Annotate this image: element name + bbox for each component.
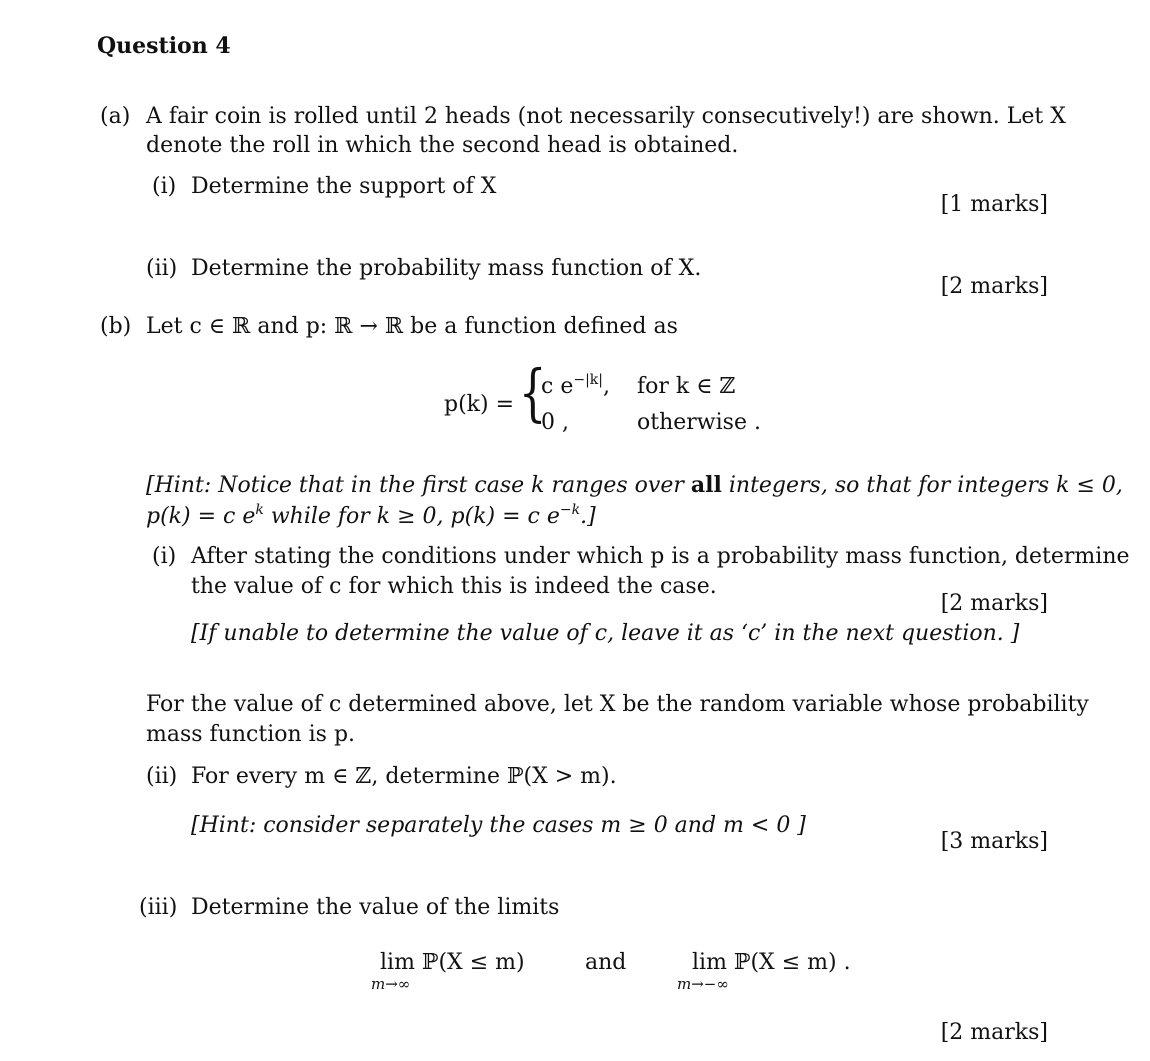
part-b-ii-marks: [3 marks]	[940, 829, 1048, 854]
part-b-i-label: (i)	[152, 544, 177, 569]
part-b-i-marks: [2 marks]	[940, 591, 1048, 616]
limits-and: and	[585, 950, 627, 975]
limit-plus-subscript: m→∞	[371, 975, 411, 993]
part-b-i-line1: After stating the conditions under which p is a probability mass function, determine	[191, 544, 1130, 569]
equation-lhs: p(k) =	[444, 392, 515, 417]
paragraph-line1: For the value of c determined above, let X be the random variable whose probability	[146, 692, 1089, 717]
limit-plus-infinity: lim ℙ(X ≤ m)	[380, 950, 525, 975]
case2-value: 0 ,	[541, 410, 569, 435]
case1-value: c $e^{-|k|}$,	[541, 372, 610, 399]
left-brace: {	[518, 356, 547, 429]
part-b-i-line2: the value of c for which this is indeed the case.	[191, 574, 717, 599]
limit-minus-infinity: lim ℙ(X ≤ m) .	[692, 950, 851, 975]
part-b-i-note: [If unable to determine the value of c, leave it as ‘c’ in the next question. ]	[191, 621, 1020, 646]
part-a-line2: denote the roll in which the second head is obtained.	[146, 133, 739, 158]
limit-minus-subscript: m→−∞	[677, 975, 729, 993]
part-b-iii-label: (iii)	[139, 895, 178, 920]
part-a-ii-text: Determine the probability mass function of X.	[191, 256, 702, 281]
paragraph-line2: mass function is p.	[146, 722, 356, 747]
hint-line1: [Hint: Notice that in the first case k ranges over all integers, so that for integers k ≤ 0,	[146, 472, 1123, 498]
part-a-i-marks: [1 marks]	[940, 192, 1048, 217]
part-a-i-label: (i)	[152, 174, 177, 199]
case1-condition: for k ∈ ℤ	[637, 374, 736, 399]
part-b-iii-marks: [2 marks]	[940, 1020, 1048, 1045]
hint-line2: p(k) = c $e^k$ while for k ≥ 0, p(k) = c $e^{-k}$.]	[146, 502, 596, 529]
part-b-label: (b)	[100, 314, 132, 339]
part-b-ii-hint: [Hint: consider separately the cases m ≥ 0 and m < 0 ]	[191, 813, 806, 838]
part-a-ii-marks: [2 marks]	[940, 274, 1048, 299]
part-b-ii-label: (ii)	[146, 764, 178, 789]
part-a-label: (a)	[100, 104, 131, 129]
part-b-iii-text: Determine the value of the limits	[191, 895, 560, 920]
part-a-i-text: Determine the support of X	[191, 174, 497, 199]
part-b-intro: Let c ∈ ℝ and p: ℝ → ℝ be a function defined as	[146, 314, 678, 339]
case2-condition: otherwise .	[637, 410, 761, 435]
question-title: Question 4	[97, 33, 231, 59]
part-a-line1: A fair coin is rolled until 2 heads (not necessarily consecutively!) are shown. Let X	[146, 104, 1066, 129]
part-b-ii-text: For every m ∈ ℤ, determine ℙ(X > m).	[191, 764, 617, 789]
part-a-ii-label: (ii)	[146, 256, 178, 281]
